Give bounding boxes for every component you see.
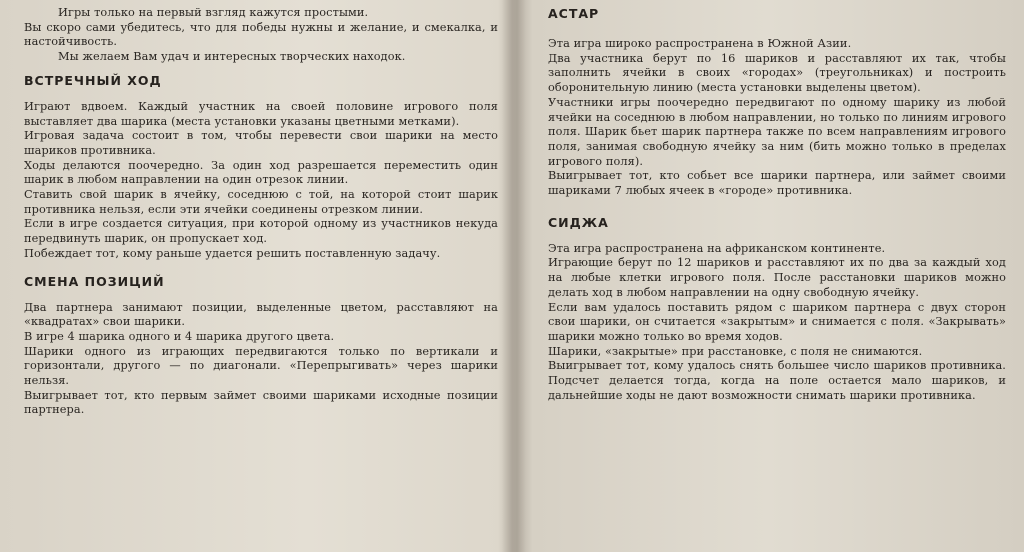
paragraph: Два участника берут по 16 шариков и расставляют их так, чтобы заполнить ячейки в своих «городах» (треугольниках) и построить оборонительную линию (места установки выделены цветом).	[548, 51, 1006, 95]
paragraph: Участники игры поочередно передвигают по одному шарику из любой ячейки на соседнюю в любом направлении, но только по линиям игрового поля. Шарик бьет шарик партнера также по всем направлениям игрового поля, занимая свободную ячейку за ним (бить можно только в пределах игрового поля).	[548, 95, 1006, 168]
paragraph: Если вам удалось поставить рядом с шариком партнера с двух сторон свои шарики, он считается «закрытым» и снимается с поля. «Закрывать» шарики можно только во время ходов.	[548, 300, 1006, 343]
paragraph: Эта игра распространена на африканском континенте.	[548, 241, 886, 255]
intro-line: Вы скоро сами убедитесь, что для победы нужны и желание, и смекалка, и настойчивость.	[24, 20, 498, 49]
paragraph: Если в игре создается ситуация, при которой одному из участников некуда передвинуть шарик, он пропускает ход.	[24, 217, 498, 246]
paragraph: Два партнера занимают позиции, выделенные цветом, расставляют на «квадратах» свои шарики.	[24, 300, 498, 329]
section-title-astar: АСТАР	[548, 6, 600, 21]
paragraph: Выигрывает тот, кому удалось снять большее число шариков противника. Подсчет делается тогда, когда на поле остается мало шариков, и дальнейшие ходы не дают возможности снимать шарики противника.	[548, 359, 1006, 402]
paragraph: Ставить свой шарик в ячейку, соседнюю с той, на которой стоит шарик противника нельзя, если эти ячейки соединены отрезком линии.	[24, 188, 498, 216]
paragraph: Выигрывает тот, кто первым займет своими шариками исходные позиции партнера.	[24, 388, 498, 417]
paragraph: Играют вдвоем. Каждый участник на своей половине игрового поля выставляет два шарика (места установки указаны цветными метками).	[24, 99, 498, 128]
paragraph: В игре 4 шарика одного и 4 шарика другого цвета.	[24, 329, 335, 343]
paragraph: Побеждает тот, кому раньше удается решить поставленную задачу.	[24, 246, 441, 260]
paragraph: Ходы делаются поочередно. За один ход разрешается переместить один шарик в любом направлении на один отрезок линии.	[24, 158, 498, 187]
paragraph: Игровая задача состоит в том, чтобы перевести свои шарики на место шариков противника.	[24, 129, 498, 157]
intro-line: Игры только на первый взгляд кажутся простыми.	[58, 6, 369, 19]
section-title-smena-pozitsy: СМЕНА ПОЗИЦИЙ	[24, 273, 165, 289]
paragraph: Играющие берут по 12 шариков и расставляют их по два за каждый ход на любые клетки игрового поля. После расстановки шариков можно делать ход в любом направлении на одну свободную ячейку.	[548, 256, 1006, 299]
paragraph: Эта игра широко распространена в Южной Азии.	[548, 37, 852, 50]
paragraph: Шарики, «закрытые» при расстановке, с поля не снимаются.	[548, 344, 923, 358]
right-page	[512, 0, 1024, 552]
section-title-sidzha: СИДЖА	[548, 214, 609, 230]
paragraph: Выигрывает тот, кто собьет все шарики партнера, или займет своими шариками 7 любых ячеек в «городе» противника.	[548, 169, 1006, 198]
paragraph: Шарики одного из играющих передвигаются только по вертикали и горизонтали, другого — по диагонали. «Перепрыгивать» через шарики нельзя.	[24, 344, 498, 388]
section-title-vstrechny-hod: ВСТРЕЧНЫЙ ХОД	[24, 72, 162, 88]
intro-line: Мы желаем Вам удач и интересных творческих находок.	[58, 50, 406, 64]
